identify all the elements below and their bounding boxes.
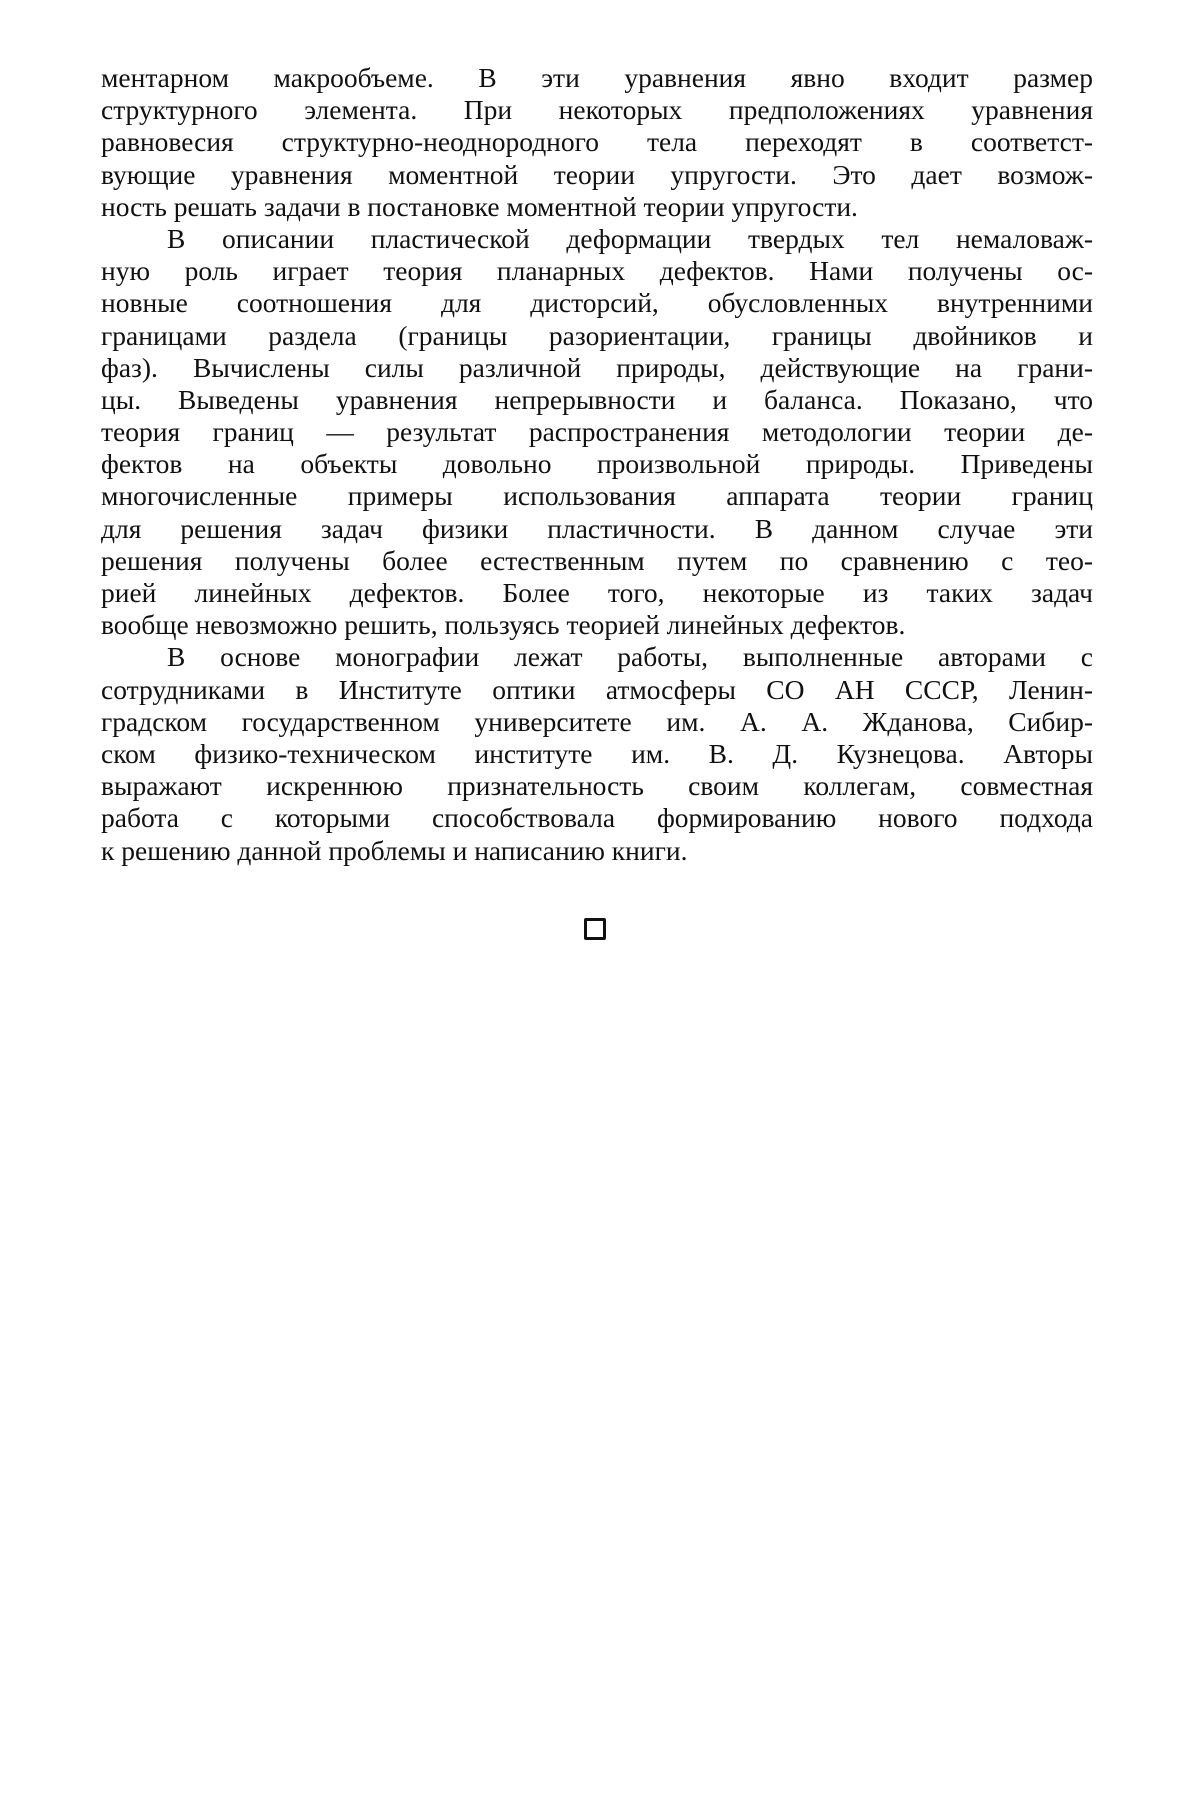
text-line: структурного элемента. При некоторых предположениях уравнения — [101, 94, 1093, 126]
text-line: ность решать задачи в постановке моментной теории упругости. — [101, 190, 858, 222]
text-line: решения получены более естественным путем по сравнению с тео- — [101, 544, 1093, 576]
text-line: к решению данной проблемы и написанию книги. — [101, 834, 688, 866]
paragraph-intro — [101, 62, 1093, 223]
text-line: фектов на объекты довольно произвольной природы. Приведены — [101, 448, 1093, 480]
hollow-square-icon — [584, 918, 606, 940]
paragraph-planar-defects — [101, 223, 1093, 641]
text-line: ском физико-техническом институте им. В. Д. Кузнецова. Авторы — [101, 737, 1093, 769]
text-line: цы. Выведены уравнения непрерывности и баланса. Показано, что — [101, 383, 1093, 415]
text-line: фаз). Вычислены силы различной природы, действующие на грани- — [101, 351, 1093, 383]
text-line: новные соотношения для дисторсий, обусловленных внутренними — [101, 287, 1093, 319]
text-line: В основе монографии лежат работы, выполненные авторами с — [167, 641, 1093, 673]
text-line: ментарном макрообъеме. В эти уравнения явно входит размер — [101, 62, 1093, 93]
text-line: В описании пластической деформации твердых тел немаловаж- — [167, 222, 1093, 254]
text-line: вообще невозможно решить, пользуясь теорией линейных дефектов. — [101, 609, 906, 641]
text-line: вующие уравнения моментной теории упругости. Это дает возмож- — [101, 158, 1093, 190]
text-line: равновесия структурно-неоднородного тела переходят в соответст- — [101, 126, 1093, 158]
text-line: работа с которыми способствовала формированию нового подхода — [101, 802, 1093, 834]
text-line: многочисленные примеры использования аппарата теории границ — [101, 480, 1093, 512]
body-text — [101, 62, 1093, 867]
text-line: границами раздела (границы разориентации, границы двойников и — [101, 319, 1093, 351]
text-line: градском государственном университете им. А. А. Жданова, Сибир- — [101, 705, 1093, 737]
text-line: рией линейных дефектов. Более того, некоторые из таких задач — [101, 577, 1093, 608]
text-line: выражают искреннюю признательность своим коллегам, совместная — [101, 770, 1093, 802]
paragraph-acknowledgements — [101, 641, 1093, 866]
text-line: ную роль играет теория планарных дефектов. Нами получены ос- — [101, 255, 1093, 287]
text-line: сотрудниками в Институте оптики атмосферы СО АН СССР, Ленин- — [101, 673, 1093, 705]
text-line: теория границ — результат распространения методологии теории де- — [101, 416, 1093, 448]
text-line: для решения задач физики пластичности. В данном случае эти — [101, 512, 1093, 544]
